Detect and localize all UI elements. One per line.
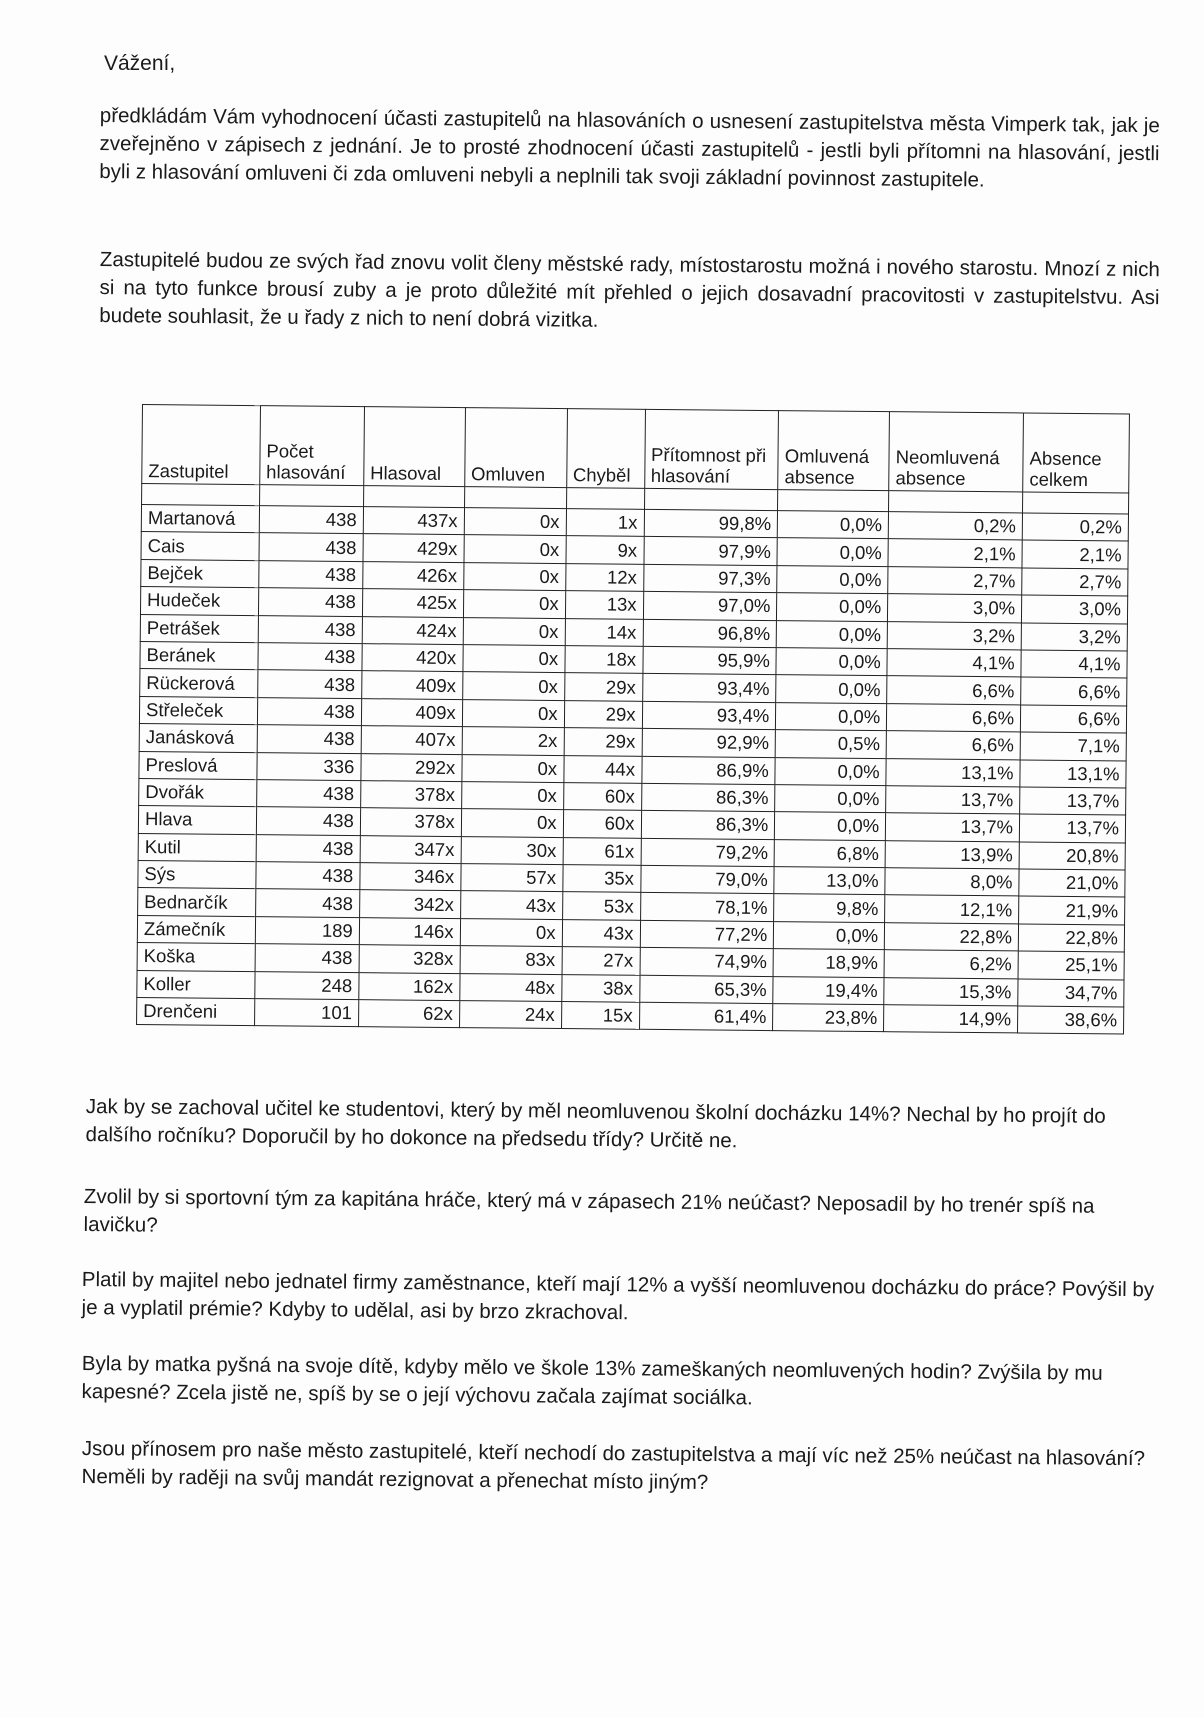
cell-missing: 44x (563, 755, 641, 783)
header-excused: Omluven (464, 408, 567, 488)
cell-missing: 18x (565, 646, 643, 674)
cell-name: Preslová (139, 751, 257, 780)
cell-votes-total: 438 (255, 944, 359, 972)
cell-excused-absence: 0,0% (777, 565, 888, 593)
cell-total-absence: 13,7% (1020, 787, 1126, 815)
cell-voted: 347x (360, 835, 461, 863)
cell-voted: 424x (362, 616, 463, 644)
cell-votes-total: 248 (255, 971, 359, 999)
cell-presence: 99,8% (644, 509, 778, 538)
cell-total-absence: 25,1% (1018, 951, 1124, 979)
cell-excused: 24x (459, 1001, 561, 1029)
cell-name: Hudeček (140, 587, 258, 616)
cell-voted: 429x (363, 534, 464, 562)
cell-voted: 409x (361, 671, 462, 699)
cell-unexcused-absence: 13,1% (886, 758, 1020, 787)
cell-votes-total: 101 (254, 999, 358, 1027)
cell-voted: 378x (360, 808, 461, 836)
header-voted: Hlasoval (364, 407, 466, 487)
cell-total-absence: 20,8% (1019, 842, 1125, 870)
cell-excused-absence: 9,8% (774, 894, 885, 922)
cell-votes-total: 189 (255, 916, 359, 944)
cell-missing: 1x (566, 509, 644, 537)
cell-excused-absence: 18,9% (773, 949, 884, 977)
cell-missing: 14x (565, 618, 643, 646)
cell-unexcused-absence: 13,7% (886, 786, 1020, 815)
cell-excused: 0x (464, 535, 566, 563)
cell-excused: 0x (462, 754, 564, 782)
cell-excused: 0x (463, 617, 565, 645)
cell-presence: 86,3% (641, 783, 775, 812)
cell-total-absence: 13,1% (1020, 759, 1126, 787)
cell-total-absence: 7,1% (1020, 732, 1126, 760)
cell-unexcused-absence: 13,9% (885, 840, 1019, 869)
table-header-row (142, 405, 1130, 493)
cell-excused: 0x (461, 781, 563, 809)
header-missing: Chyběl (566, 409, 645, 489)
cell-presence: 96,8% (643, 619, 777, 648)
cell-missing: 29x (564, 673, 642, 701)
cell-excused-absence: 13,0% (774, 867, 885, 895)
cell-total-absence: 21,0% (1019, 869, 1125, 897)
cell-name: Kutil (138, 833, 256, 862)
cell-total-absence: 34,7% (1018, 979, 1124, 1007)
cell-votes-total: 336 (257, 752, 361, 780)
cell-presence: 97,9% (643, 537, 777, 566)
context-paragraph: Zastupitelé budou ze svých řad znovu volit členy městské rady, místostarostu možná i nového starostu. Mnozí z nich si na tyto funkce brousí zuby a je proto důležité mít přehled o jejich dosavadní pracovitosti v zastupitelstvu. Asi budete souhlasit, že u řady z nich to není dobrá vizitka. (99, 247, 1160, 332)
question-mother: Byla by matka pyšná na svoje dítě, kdyby mělo ve škole 13% zameškaných neomluvených hodin? Zvýšila by mu kapesné? Zcela jistě ne, spíš by se o její výchovu začala zajímat sociálka. (81, 1351, 1103, 1410)
cell-name: Petrášek (140, 614, 258, 643)
cell-excused: 0x (463, 590, 565, 618)
cell-total-absence: 6,6% (1020, 705, 1126, 733)
cell-name: Beránek (140, 641, 258, 670)
cell-total-absence: 2,1% (1022, 540, 1128, 568)
header-presence: Přítomnost při hlasování (644, 409, 779, 489)
cell-voted: 407x (361, 726, 462, 754)
cell-votes-total: 438 (257, 725, 361, 753)
cell-unexcused-absence: 4,1% (887, 649, 1021, 678)
cell-unexcused-absence: 3,2% (887, 621, 1021, 650)
cell-votes-total: 438 (258, 670, 362, 698)
cell-missing: 35x (562, 865, 640, 893)
cell-name: Martanová (141, 505, 259, 534)
attendance-table (136, 404, 1130, 1035)
cell-votes-total: 438 (258, 588, 362, 616)
cell-presence: 93,4% (642, 674, 776, 703)
cell-presence: 86,9% (641, 756, 775, 785)
header-unexcused-absence: Neomluvená absence (889, 412, 1024, 492)
cell-excused: 83x (460, 946, 562, 974)
cell-missing: 27x (562, 947, 640, 975)
cell-excused-absence: 0,0% (775, 812, 886, 840)
cell-total-absence: 4,1% (1021, 650, 1127, 678)
cell-total-absence: 0,2% (1022, 513, 1128, 541)
cell-votes-total: 438 (255, 889, 359, 917)
cell-missing: 13x (565, 591, 643, 619)
cell-name: Drenčeni (137, 998, 255, 1027)
cell-voted: 62x (358, 1000, 459, 1028)
cell-excused-absence: 0,0% (776, 675, 887, 703)
cell-voted: 426x (363, 561, 464, 589)
cell-excused: 0x (463, 562, 565, 590)
cell-unexcused-absence: 22,8% (884, 923, 1018, 952)
cell-excused-absence: 0,0% (777, 593, 888, 621)
cell-total-absence: 22,8% (1018, 924, 1124, 952)
cell-total-absence: 3,2% (1021, 623, 1127, 651)
cell-excused-absence: 0,0% (774, 921, 885, 949)
cell-excused-absence: 6,8% (774, 839, 885, 867)
cell-missing: 61x (563, 837, 641, 865)
cell-unexcused-absence: 6,6% (886, 731, 1020, 760)
cell-voted: 292x (361, 753, 462, 781)
cell-missing: 53x (562, 892, 640, 920)
cell-excused-absence: 0,0% (776, 648, 887, 676)
cell-name: Rückerová (140, 669, 258, 698)
cell-votes-total: 438 (259, 506, 363, 534)
cell-excused: 2x (462, 727, 564, 755)
cell-total-absence: 3,0% (1022, 595, 1128, 623)
cell-presence: 77,2% (640, 920, 774, 949)
cell-votes-total: 438 (257, 780, 361, 808)
cell-excused-absence: 0,0% (777, 538, 888, 566)
cell-presence: 92,9% (642, 728, 776, 757)
cell-presence: 95,9% (642, 646, 776, 675)
cell-presence: 78,1% (640, 893, 774, 922)
cell-unexcused-absence: 3,0% (888, 594, 1022, 623)
cell-presence: 97,0% (643, 591, 777, 620)
cell-excused: 0x (462, 672, 564, 700)
cell-excused-absence: 0,0% (778, 511, 889, 539)
question-employer: Platil by majitel nebo jednatel firmy zaměstnance, kteří mají 12% a vyšší neomluvenou docházku do práce? Povýšil by je a vyplatil prémie? Kdyby to udělal, asi by brzo zkrachoval. (81, 1267, 1155, 1325)
cell-name: Koška (137, 943, 255, 972)
table-body (137, 505, 1129, 1035)
question-teacher: Jak by se zachoval učitel ke studentovi, který by měl neomluvenou školní docházku 14%? Nechal by ho projít do dalšího ročníku? Doporučil by ho dokonce na předsedu třídy? Určitě ne. (85, 1094, 1106, 1153)
cell-missing: 15x (561, 1002, 639, 1030)
cell-voted: 146x (359, 917, 460, 945)
cell-presence: 79,0% (640, 865, 774, 894)
cell-unexcused-absence: 8,0% (885, 868, 1019, 897)
cell-excused-absence: 0,0% (776, 702, 887, 730)
cell-name: Dvořák (139, 778, 257, 807)
cell-excused: 0x (463, 645, 565, 673)
cell-voted: 425x (362, 589, 463, 617)
cell-presence: 65,3% (639, 975, 773, 1004)
cell-missing: 12x (565, 563, 643, 591)
header-name: Zastupitel (142, 405, 261, 485)
cell-votes-total: 438 (258, 643, 362, 671)
cell-voted: 409x (361, 698, 462, 726)
cell-excused-absence: 0,0% (775, 785, 886, 813)
cell-unexcused-absence: 14,9% (884, 1005, 1018, 1034)
cell-presence: 74,9% (640, 948, 774, 977)
cell-total-absence: 6,6% (1021, 677, 1127, 705)
cell-unexcused-absence: 0,2% (888, 512, 1022, 541)
cell-name: Cais (141, 532, 259, 561)
header-votes-total: Počet hlasování (260, 406, 365, 486)
cell-unexcused-absence: 13,7% (886, 813, 1020, 842)
cell-votes-total: 438 (259, 560, 363, 588)
cell-excused: 0x (460, 918, 562, 946)
cell-excused: 0x (461, 809, 563, 837)
cell-votes-total: 438 (258, 615, 362, 643)
cell-missing: 29x (564, 700, 642, 728)
cell-missing: 29x (564, 728, 642, 756)
cell-excused: 57x (461, 864, 563, 892)
cell-name: Bejček (141, 559, 259, 588)
cell-voted: 162x (359, 972, 460, 1000)
cell-unexcused-absence: 2,1% (888, 539, 1022, 568)
cell-excused-absence: 19,4% (773, 976, 884, 1004)
cell-unexcused-absence: 12,1% (885, 895, 1019, 924)
cell-total-absence: 13,7% (1019, 814, 1125, 842)
cell-voted: 342x (359, 890, 460, 918)
header-excused-absence: Omluvená absence (778, 411, 890, 491)
cell-votes-total: 438 (256, 862, 360, 890)
cell-unexcused-absence: 6,6% (887, 676, 1021, 705)
salutation: Vážení, (104, 52, 176, 75)
cell-excused-absence: 23,8% (773, 1004, 884, 1032)
cell-total-absence: 2,7% (1022, 568, 1128, 596)
cell-unexcused-absence: 15,3% (884, 977, 1018, 1006)
cell-unexcused-absence: 6,2% (884, 950, 1018, 979)
cell-excused: 0x (462, 699, 564, 727)
cell-missing: 60x (563, 810, 641, 838)
cell-excused: 0x (464, 508, 566, 536)
cell-voted: 328x (359, 945, 460, 973)
intro-paragraph: předkládám Vám vyhodnocení účasti zastupitelů na hlasováních o usnesení zastupitelstva města Vimperk tak, jak je zveřejněno v zápisech z jednání. Je to prosté zhodnocení účasti zastupitelů - jestli byli přítomni na hlasování, jestli byli z hlasování omluveni či zda omluveni nebyli a neplnili tak svoji základní povinnost zastupitele. (99, 103, 1160, 192)
cell-name: Sýs (138, 861, 256, 890)
question-sports-team: Zvolil by si sportovní tým za kapitána hráče, který má v zápasech 21% neúčast? Neposadil by ho trenér spíš na lavičku? (83, 1184, 1095, 1237)
cell-missing: 43x (562, 919, 640, 947)
cell-name: Zámečník (137, 915, 255, 944)
cell-total-absence: 38,6% (1018, 1006, 1124, 1034)
cell-presence: 97,3% (643, 564, 777, 593)
cell-name: Bednarčík (138, 888, 256, 917)
cell-name: Hlava (138, 806, 256, 835)
cell-presence: 86,3% (641, 811, 775, 840)
cell-presence: 93,4% (642, 701, 776, 730)
cell-presence: 79,2% (641, 838, 775, 867)
cell-voted: 378x (360, 781, 461, 809)
cell-votes-total: 438 (256, 807, 360, 835)
cell-voted: 420x (362, 644, 463, 672)
cell-votes-total: 438 (256, 834, 360, 862)
cell-excused: 30x (461, 836, 563, 864)
header-total-absence: Absence celkem (1023, 413, 1130, 493)
cell-missing: 38x (561, 974, 639, 1002)
cell-excused-absence: 0,5% (775, 730, 886, 758)
cell-missing: 9x (566, 536, 644, 564)
attendance-table-container (136, 404, 1132, 1035)
cell-missing: 60x (563, 782, 641, 810)
cell-excused-absence: 0,0% (776, 620, 887, 648)
cell-name: Střeleček (139, 696, 257, 725)
cell-voted: 346x (360, 863, 461, 891)
cell-excused-absence: 0,0% (775, 757, 886, 785)
cell-unexcused-absence: 6,6% (887, 703, 1021, 732)
cell-name: Janásková (139, 724, 257, 753)
cell-voted: 437x (363, 507, 464, 535)
cell-total-absence: 21,9% (1019, 896, 1125, 924)
cell-votes-total: 438 (259, 533, 363, 561)
question-councillors: Jsou přínosem pro naše město zastupitelé, kteří nechodí do zastupitelstva a mají víc než 25% neúčast na hlasování? Neměli by raději na svůj mandát rezignovat a přenechat místo jiným? (81, 1436, 1146, 1495)
cell-name: Koller (137, 970, 255, 999)
cell-unexcused-absence: 2,7% (888, 566, 1022, 595)
cell-presence: 61,4% (639, 1002, 773, 1031)
cell-excused: 48x (459, 973, 561, 1001)
cell-votes-total: 438 (257, 697, 361, 725)
cell-excused: 43x (460, 891, 562, 919)
